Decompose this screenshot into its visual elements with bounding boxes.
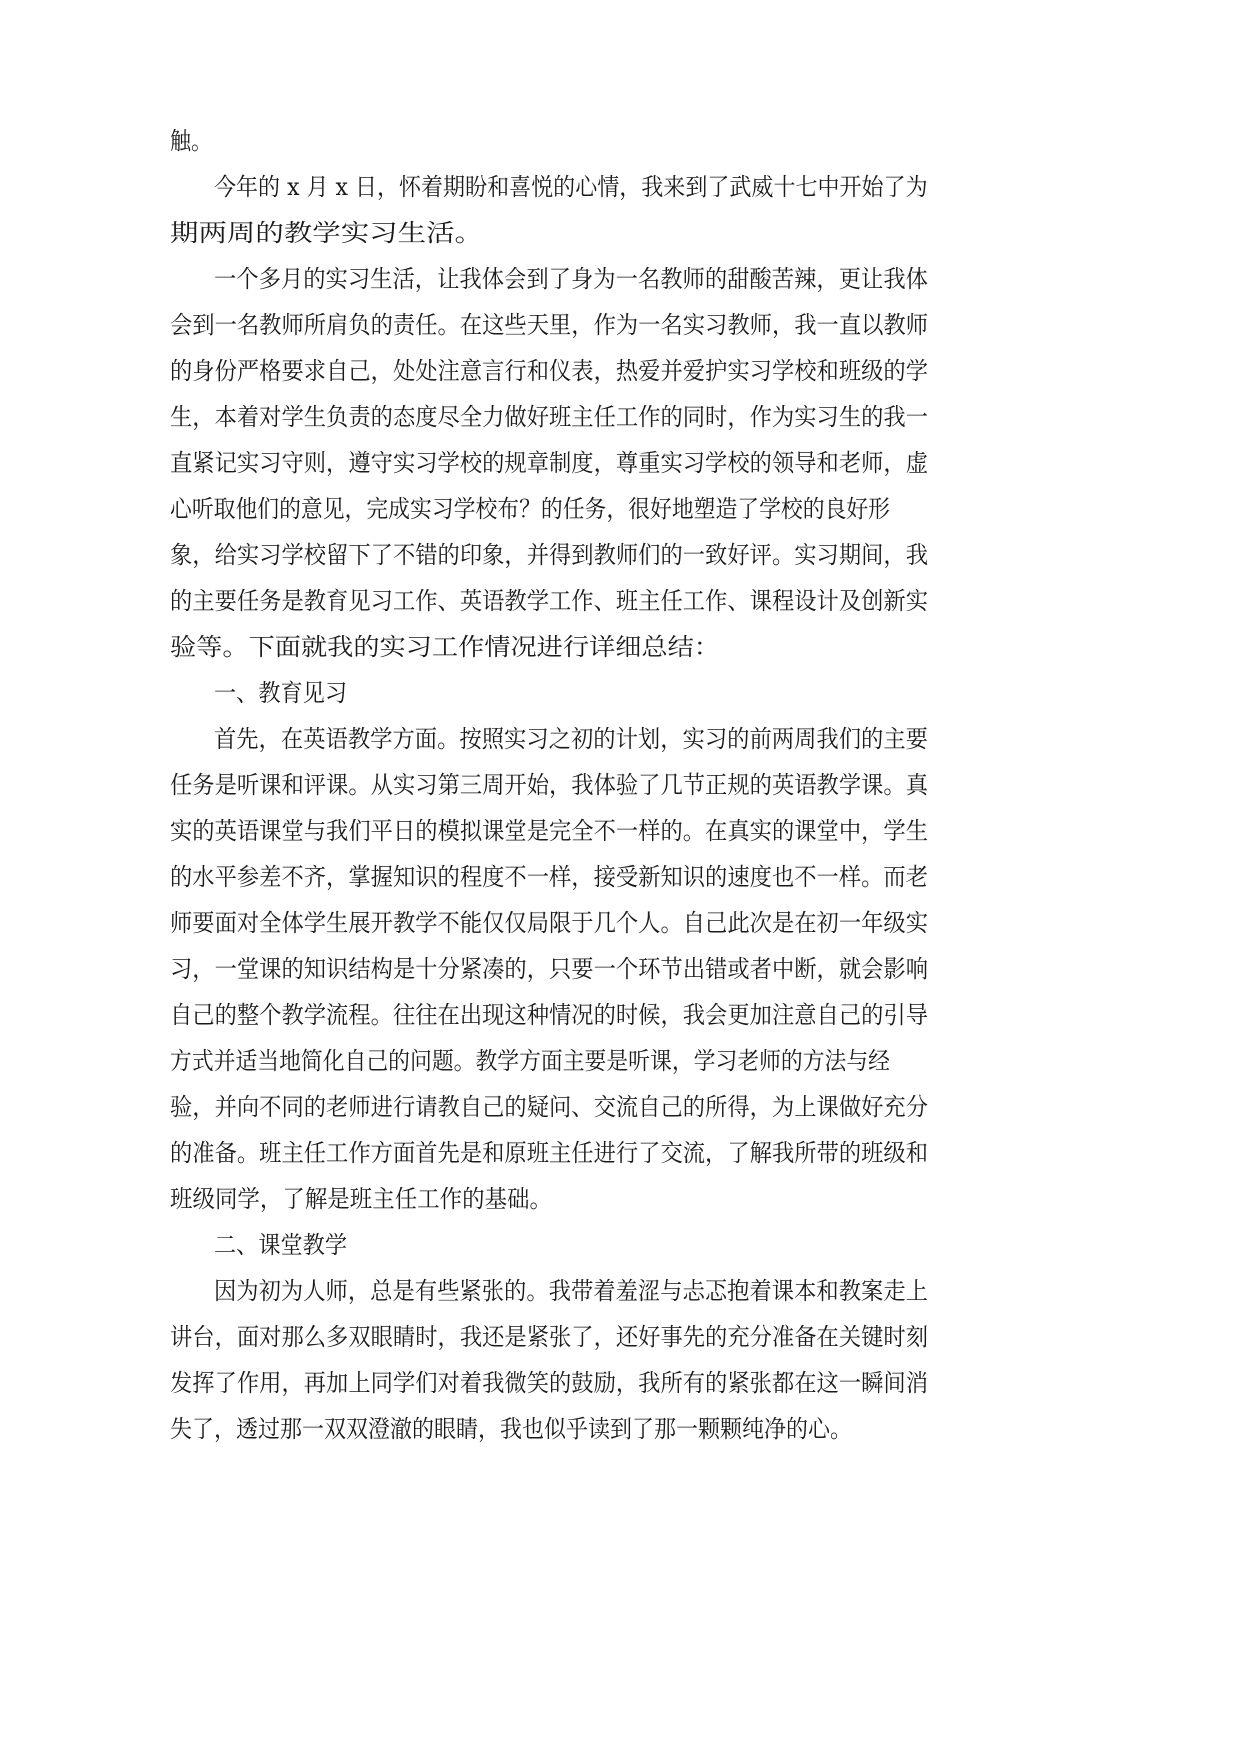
text-line: 验等。下面就我的实习工作情况进行详细总结：: [170, 633, 720, 661]
text-line: 触。: [170, 127, 212, 155]
text-line: 的水平参差不齐，掌握知识的程度不一样，接受新知识的速度也不一样。而老: [170, 863, 928, 891]
text-line: 心听取他们的意见，完成实习学校布？的任务，很好地塑造了学校的良好形: [170, 495, 890, 523]
text-line: 的身份严格要求自己，处处注意言行和仪表，热爱并爱护实习学校和班级的学: [170, 357, 928, 385]
text-line: 习，一堂课的知识结构是十分紧凑的，只要一个环节出错或者中断，就会影响: [170, 955, 928, 983]
text-line: 因为初为人师，总是有些紧张的。我带着羞涩与忐忑抱着课本和教案走上: [214, 1277, 928, 1305]
text-line: 直紧记实习守则，遵守实习学校的规章制度，尊重实习学校的领导和老师，虚: [170, 449, 928, 477]
text-line: 的准备。班主任工作方面首先是和原班主任进行了交流，了解我所带的班级和: [170, 1139, 928, 1167]
text-line: 师要面对全体学生展开教学不能仅仅局限于几个人。自己此次是在初一年级实: [170, 909, 928, 937]
text-line: 讲台，面对那么多双眼睛时，我还是紧张了，还好事先的充分准备在关键时刻: [170, 1323, 928, 1351]
text-line: 发挥了作用，再加上同学们对着我微笑的鼓励，我所有的紧张都在这一瞬间消: [170, 1369, 928, 1397]
text-line: 生，本着对学生负责的态度尽全力做好班主任工作的同时，作为实习生的我一: [170, 403, 928, 431]
text-line: 的主要任务是教育见习工作、英语教学工作、班主任工作、课程设计及创新实: [170, 587, 928, 615]
text-line: 期两周的教学实习生活。: [170, 219, 483, 247]
text-line: 班级同学，了解是班主任工作的基础。: [170, 1185, 552, 1213]
text-line: 今年的 x 月 x 日，怀着期盼和喜悦的心情，我来到了武威十七中开始了为: [214, 173, 928, 201]
text-line: 实的英语课堂与我们平日的模拟课堂是完全不一样的。在真实的课堂中，学生: [170, 817, 928, 845]
text-line: 一个多月的实习生活，让我体会到了身为一名教师的甜酸苦辣，更让我体: [214, 265, 928, 293]
text-line: 任务是听课和评课。从实习第三周开始，我体验了几节正规的英语教学课。真: [170, 771, 928, 799]
text-line: 自己的整个教学流程。往往在出现这种情况的时候，我会更加注意自己的引导: [170, 1001, 928, 1029]
section-heading: 二、课堂教学: [214, 1231, 347, 1259]
section-heading: 一、教育见习: [214, 679, 347, 707]
text-line: 验，并向不同的老师进行请教自己的疑问、交流自己的所得，为上课做好充分: [170, 1093, 928, 1121]
text-line: 象，给实习学校留下了不错的印象，并得到教师们的一致好评。实习期间，我: [170, 541, 928, 569]
text-line: 方式并适当地简化自己的问题。教学方面主要是听课，学习老师的方法与经: [170, 1047, 890, 1075]
text-line: 失了，透过那一双双澄澈的眼睛，我也似乎读到了那一颗颗纯净的心。: [170, 1415, 852, 1443]
text-line: 首先，在英语教学方面。按照实习之初的计划，实习的前两周我们的主要: [214, 725, 928, 753]
text-line: 会到一名教师所肩负的责任。在这些天里，作为一名实习教师，我一直以教师: [170, 311, 928, 339]
